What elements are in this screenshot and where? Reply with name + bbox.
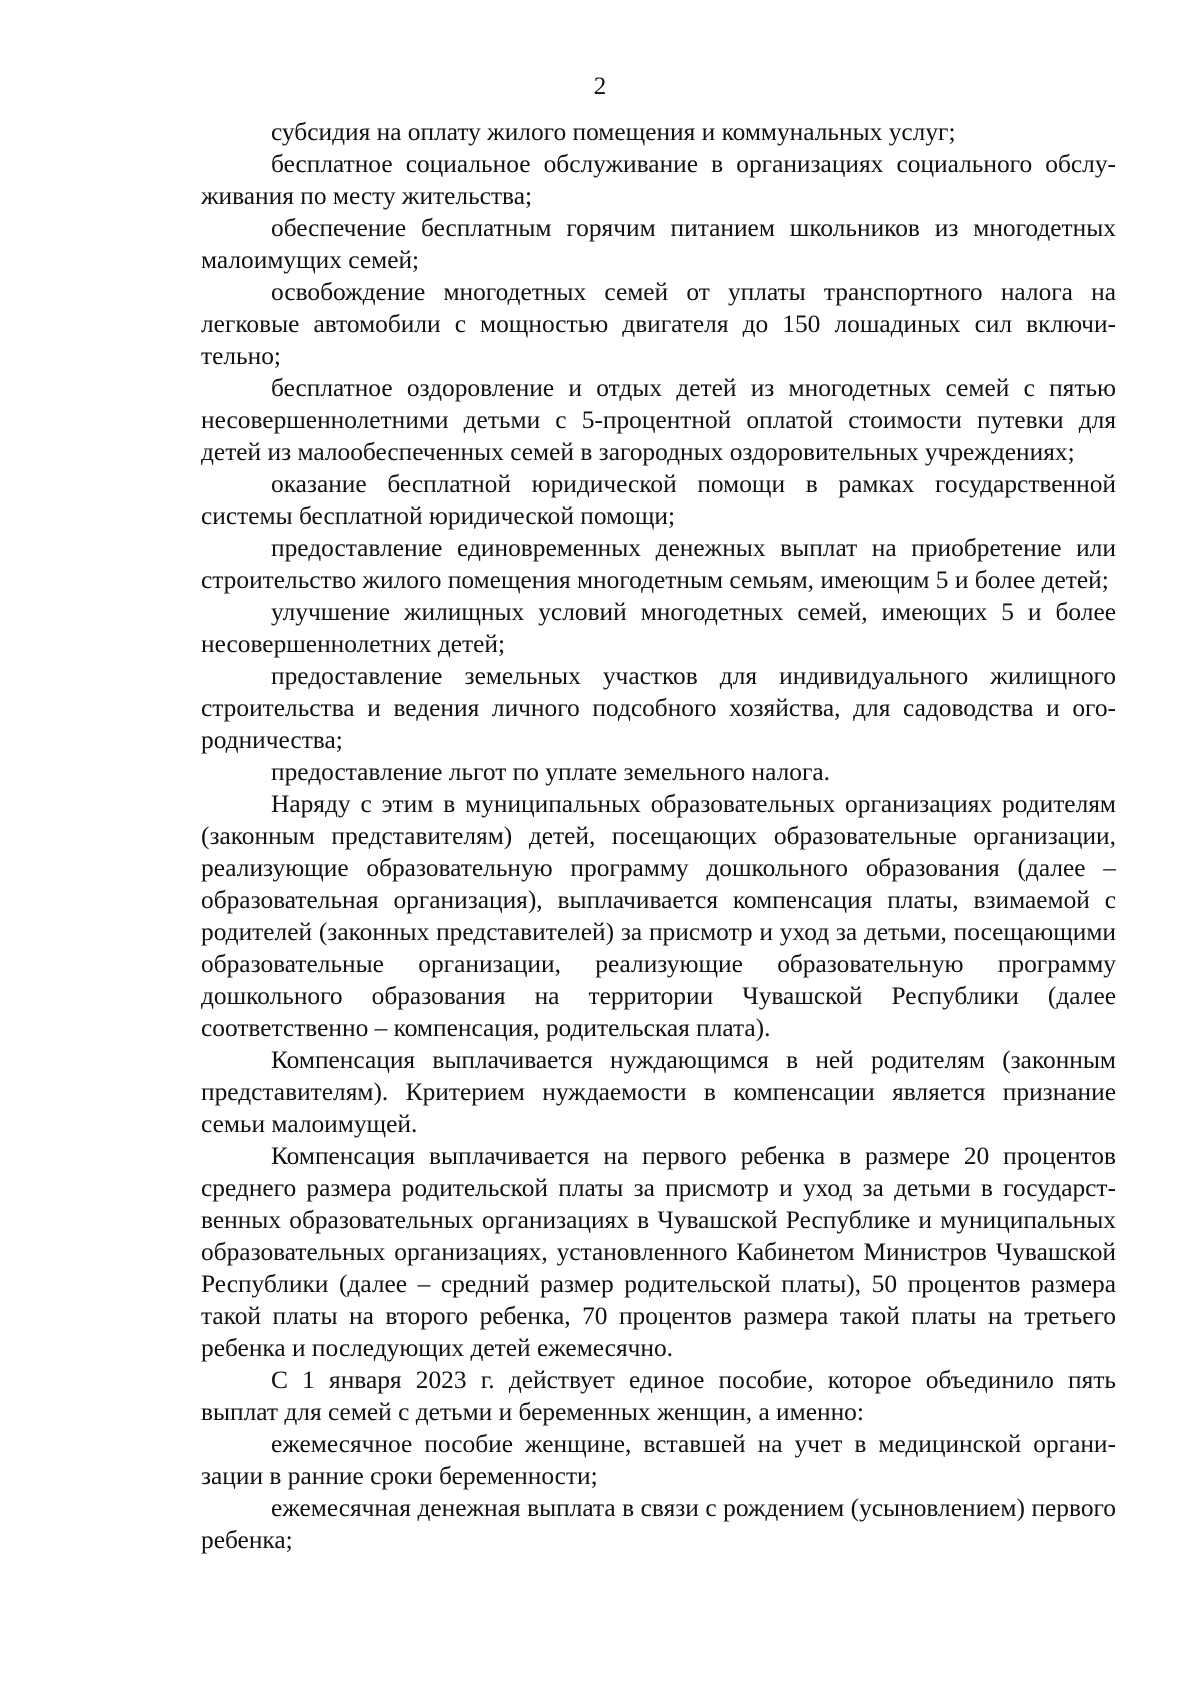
paragraph-child-recreation: бесплатное оздоровление и отдых детей из многодетных семей с пятью несовершеннолетними детьми с 5-процентной оплатой стоимости путевки для детей из малообеспеченных семей в загородных оздоровительных учреждениях;	[201, 374, 1116, 466]
paragraph-first-child-payment: ежемесячная денежная выплата в связи с рождением (усыновлением) первого ребенка;	[201, 1494, 1116, 1554]
paragraph-social-service: бесплатное социальное обслуживание в организациях социального обслуживания по месту жительства;	[201, 150, 1116, 210]
paragraph-legal-aid: оказание бесплатной юридической помощи в рамках государственной системы бесплатной юридической помощи;	[201, 470, 1116, 530]
paragraph-transport-tax: освобождение многодетных семей от уплаты транспортного налога на легковые автомобили с мощностью двигателя до 150 лошадиных сил включительно;	[201, 278, 1116, 370]
paragraph-compensation-need: Компенсация выплачивается нуждающимся в ней родителям (законным представителям). Критерием нуждаемости в компенсации является признание семьи малоимущей.	[201, 1046, 1116, 1138]
paragraph-school-meals: обеспечение бесплатным горячим питанием школьников из многодетных малоимущих семей;	[201, 214, 1116, 274]
paragraph-land-plots: предоставление земельных участков для индивидуального жилищного строительства и ведения личного подсобного хозяйства, для садоводства и огородничества;	[201, 662, 1116, 754]
paragraph-unified-allowance: С 1 января 2023 г. действует единое пособие, которое объединило пять выплат для семей с детьми и беременных женщин, а именно:	[201, 1366, 1116, 1426]
paragraph-housing-payments: предоставление единовременных денежных выплат на приобретение или строительство жилого помещения многодетным семьям, имеющим 5 и более детей;	[201, 534, 1116, 594]
page-number: 2	[593, 73, 607, 100]
paragraph-pregnancy-allowance: ежемесячное пособие женщине, вставшей на учет в медицинской организации в ранние сроки беременности;	[201, 1430, 1116, 1490]
paragraph-preschool-compensation: Наряду с этим в муниципальных образовательных организациях родителям (законным представителям) детей, посещающих образовательные организации, реализующие образовательную программу дошкольного образования (далее – образовательная организация), выплачивается компенсация платы, взимаемой с родителей (законных представителей) за присмотр и уход за детьми, посещающими образовательные организации, реализующие образовательную программу дошкольного образования на территории Чувашской Республики (далее соответственно – компенсация, родительская плата).	[201, 790, 1116, 1042]
document-body	[201, 116, 1116, 1556]
paragraph-compensation-amounts: Компенсация выплачивается на первого ребенка в размере 20 процентов среднего размера родительской платы за присмотр и уход за детьми в государственных образовательных организациях в Чувашской Республике и муниципальных образовательных организациях, установленного Кабинетом Министров Чувашской Республики (далее – средний размер родительской платы), 50 процентов размера такой платы на второго ребенка, 70 процентов размера такой платы на третьего ребенка и последующих детей ежемесячно.	[201, 1142, 1116, 1362]
paragraph-housing-conditions: улучшение жилищных условий многодетных семей, имеющих 5 и более несовершеннолетних детей;	[201, 598, 1116, 658]
paragraph-housing-subsidy: субсидия на оплату жилого помещения и коммунальных услуг;	[271, 118, 956, 146]
paragraph-land-tax: предоставление льгот по уплате земельного налога.	[271, 758, 831, 786]
